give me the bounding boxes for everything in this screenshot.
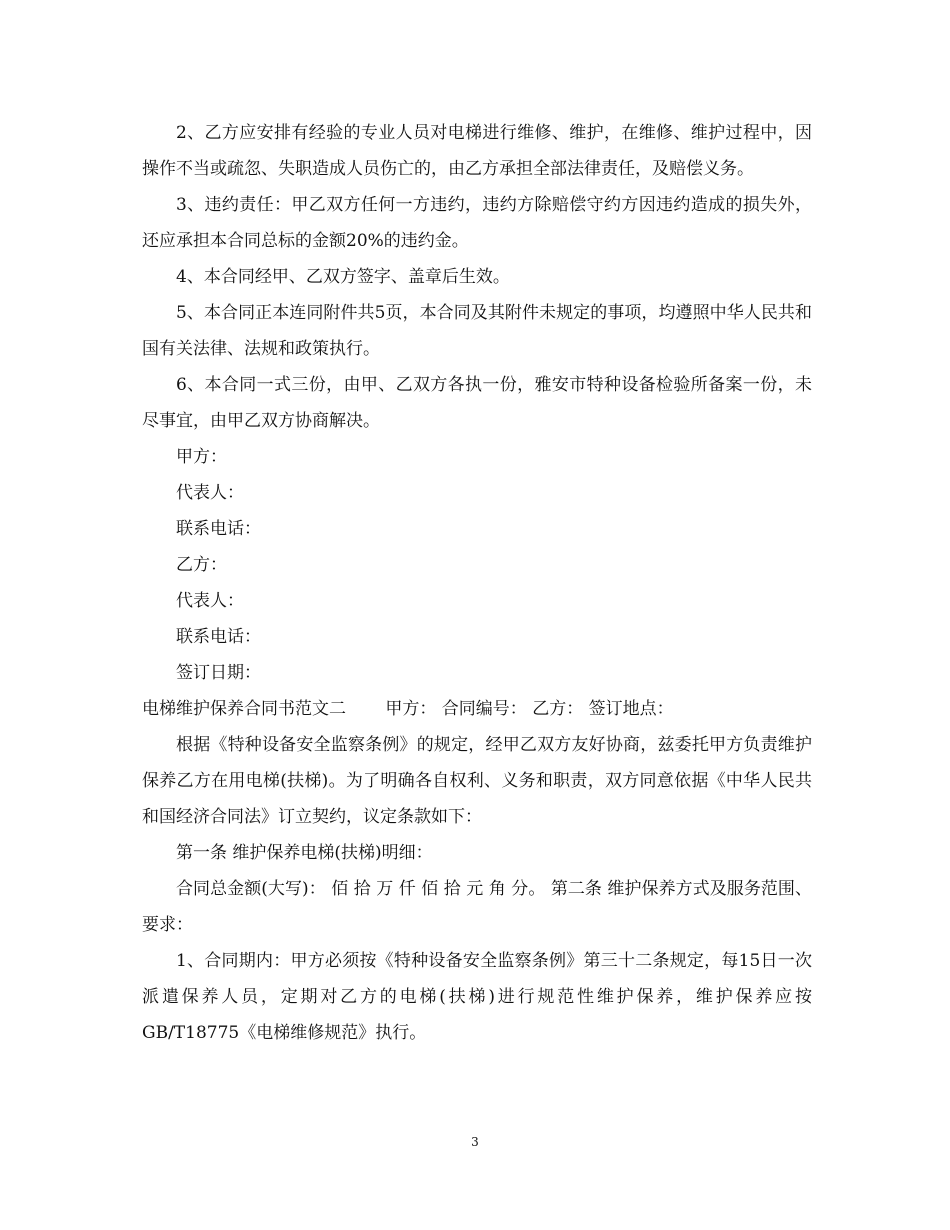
paragraph-clause-2: 2、乙方应安排有经验的专业人员对电梯进行维修、维护，在维修、维护过程中，因操作不当或疏忽、失职造成人员伤亡的，由乙方承担全部法律责任，及赔偿义务。 [142,123,812,179]
signing-date-label: 签订日期： [176,663,261,683]
party-a-representative-label: 代表人： [176,483,244,503]
page-number: 3 [471,1135,479,1149]
paragraph-preamble: 根据《特种设备安全监察条例》的规定，经甲乙双方友好协商，兹委托甲方负责维护保养乙方在用电梯(扶梯)。为了明确各自权利、义务和职责，双方同意依据《中华人民共和国经济合同法》订立契约，议定条款如下： [142,735,812,827]
party-b-representative-label: 代表人： [176,591,244,611]
paragraph-clause-6: 6、本合同一式三份，由甲、乙双方各执一份，雅安市特种设备检验所备案一份，未尽事宜，由甲乙双方协商解决。 [142,375,812,431]
paragraph-clause-4: 4、本合同经甲、乙双方签字、盖章后生效。 [176,267,510,287]
second-contract-heading: 电梯维护保养合同书范文二 甲方： 合同编号： 乙方： 签订地点： [142,699,674,719]
paragraph-clause-3: 3、违约责任：甲乙双方任何一方违约，违约方除赔偿守约方因违约造成的损失外，还应承担本合同总标的金额20%的违约金。 [142,195,812,251]
party-a-phone-label: 联系电话： [176,519,261,539]
contract-total-amount: 合同总金额(大写)： 佰 拾 万 仟 佰 拾 元 角 分。 第二条 维护保养方式及服务范围、要求： [142,879,812,935]
article-1-heading: 第一条 维护保养电梯(扶梯)明细： [176,843,433,863]
party-a-label: 甲方： [176,447,227,467]
paragraph-maintenance-term-1: 1、合同期内：甲方必须按《特种设备安全监察条例》第三十二条规定，每15日一次派遣保养人员，定期对乙方的电梯(扶梯)进行规范性维护保养，维护保养应按GB/T18775《电梯维修规范》执行。 [142,951,812,1043]
party-b-phone-label: 联系电话： [176,627,261,647]
paragraph-clause-5: 5、本合同正本连同附件共5页，本合同及其附件未规定的事项，均遵照中华人民共和国有关法律、法规和政策执行。 [142,303,812,359]
body-text [142,115,812,1051]
party-b-label: 乙方： [176,555,227,575]
